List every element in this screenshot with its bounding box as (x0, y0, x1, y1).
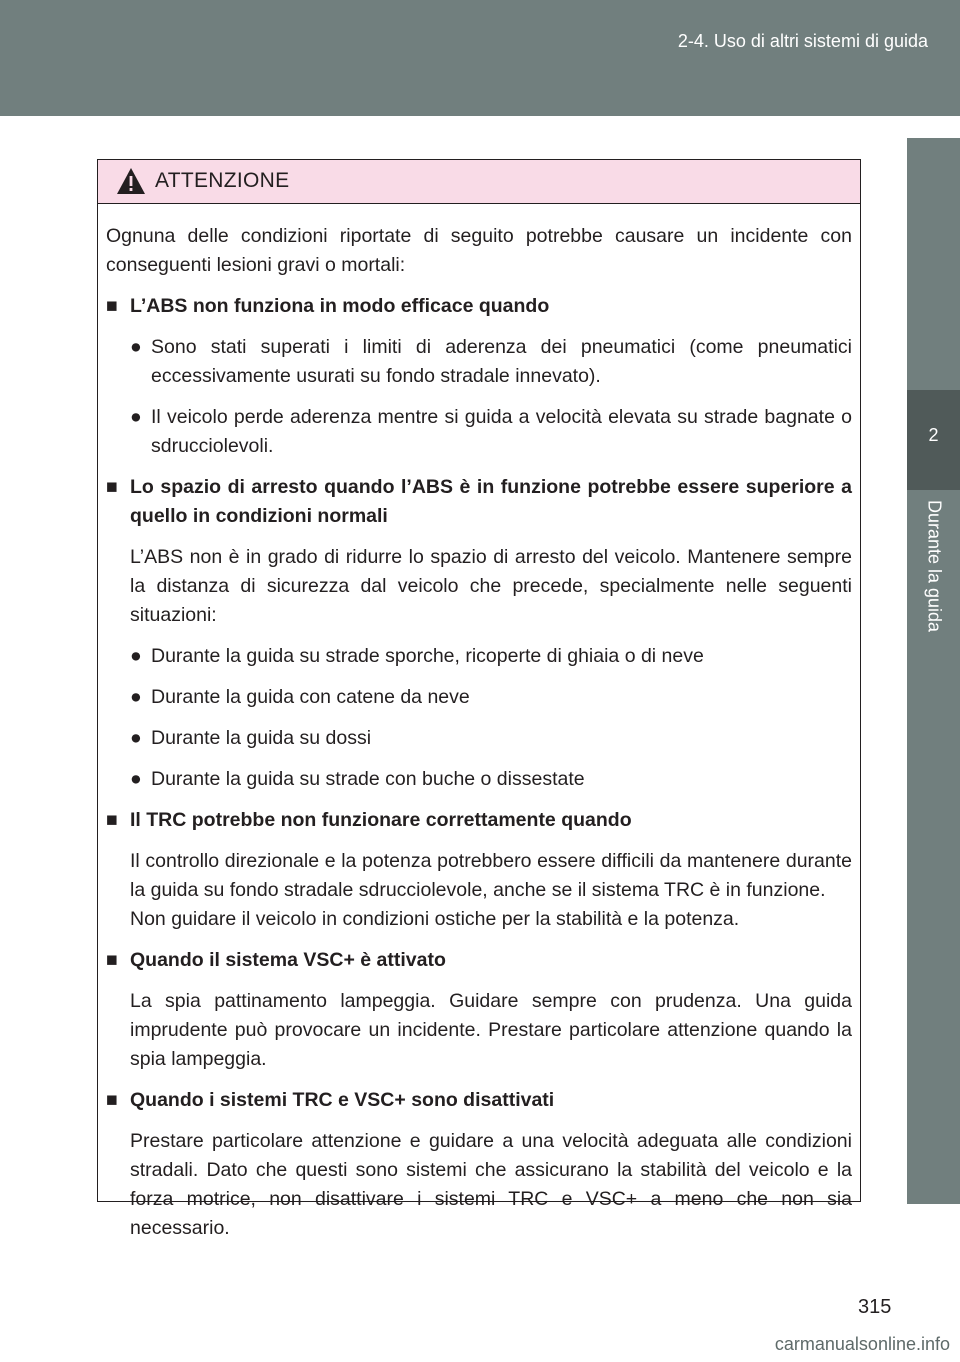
section-title: 2-4. Uso di altri sistemi di guida (677, 31, 928, 51)
square-bullet-icon: ■ (106, 809, 118, 831)
section-text: La spia pattinamento lampeggia. Guidare sempre con prudenza. Una guida imprudente può provocare un incidente. Prestare particolare attenzione quando la spia lampeggia. (130, 990, 852, 1070)
list-item: ● Durante la guida su dossi (106, 724, 852, 753)
dot-bullet-icon: ● (130, 768, 142, 790)
section-heading: ■ Quando il sistema VSC+ è attivato (106, 946, 852, 975)
warning-triangle-icon (116, 167, 146, 195)
section-text: Non guidare il veicolo in condizioni ostiche per la stabilità e la potenza. (130, 908, 740, 930)
section-text: Il controllo direzionale e la potenza potrebbero essere difficili da mantenere durante la guida su fondo stradale sdrucciolevole, anche se il sistema TRC è in funzione. (130, 850, 852, 901)
page-number: 315 (858, 1296, 892, 1318)
list-item: ● Durante la guida con catene da neve (106, 683, 852, 712)
square-bullet-icon: ■ (106, 949, 118, 971)
section-heading: ■ Quando i sistemi TRC e VSC+ sono disattivati (106, 1086, 852, 1115)
dot-bullet-icon: ● (130, 686, 142, 708)
list-item: ● Il veicolo perde aderenza mentre si guida a velocità elevata su strade bagnate o sdrucciolevoli. (106, 403, 852, 461)
chapter-label: Durante la guida (924, 499, 945, 633)
list-item: ● Sono stati superati i limiti di aderenza dei pneumatici (come pneumatici eccessivamente usurati su fondo stradale innevato). (106, 333, 852, 391)
dot-bullet-icon: ● (130, 727, 142, 749)
section-text: L’ABS non è in grado di ridurre lo spazio di arresto del veicolo. Mantenere sempre la distanza di sicurezza dal veicolo che precede, specialmente nelle seguenti situazioni: (130, 546, 852, 626)
section-text: Prestare particolare attenzione e guidare a una velocità adeguata alle condizioni stradali. Dato che questi sono sistemi che assicurano la stabilità del veicolo e la forza motrice, non disattivare i sistemi TRC e VSC+ a meno che non sia necessario. (130, 1130, 852, 1239)
square-bullet-icon: ■ (106, 295, 118, 317)
dot-bullet-icon: ● (130, 336, 142, 358)
list-item: ● Durante la guida su strade sporche, ricoperte di ghiaia o di neve (106, 642, 852, 671)
side-tab (907, 138, 960, 1204)
warning-body (98, 204, 860, 1243)
warning-header (98, 160, 860, 204)
warning-intro: Ognuna delle condizioni riportate di seguito potrebbe causare un incidente con conseguenti lesioni gravi o mortali: (106, 225, 852, 276)
section-heading: ■ Lo spazio di arresto quando l’ABS è in funzione potrebbe essere superiore a quello in condizioni normali (106, 473, 852, 531)
chapter-number: 2 (928, 425, 939, 445)
section-heading: ■ L’ABS non funziona in modo efficace quando (106, 292, 852, 321)
square-bullet-icon: ■ (106, 1089, 118, 1111)
square-bullet-icon: ■ (106, 476, 118, 498)
dot-bullet-icon: ● (130, 645, 142, 667)
dot-bullet-icon: ● (130, 406, 142, 428)
section-heading: ■ Il TRC potrebbe non funzionare correttamente quando (106, 806, 852, 835)
warning-box (97, 159, 861, 1239)
watermark: carmanualsonline.info (774, 1334, 950, 1354)
warning-title: ATTENZIONE (155, 169, 290, 192)
list-item: ● Durante la guida su strade con buche o dissestate (106, 765, 852, 794)
header-bar (0, 0, 960, 116)
